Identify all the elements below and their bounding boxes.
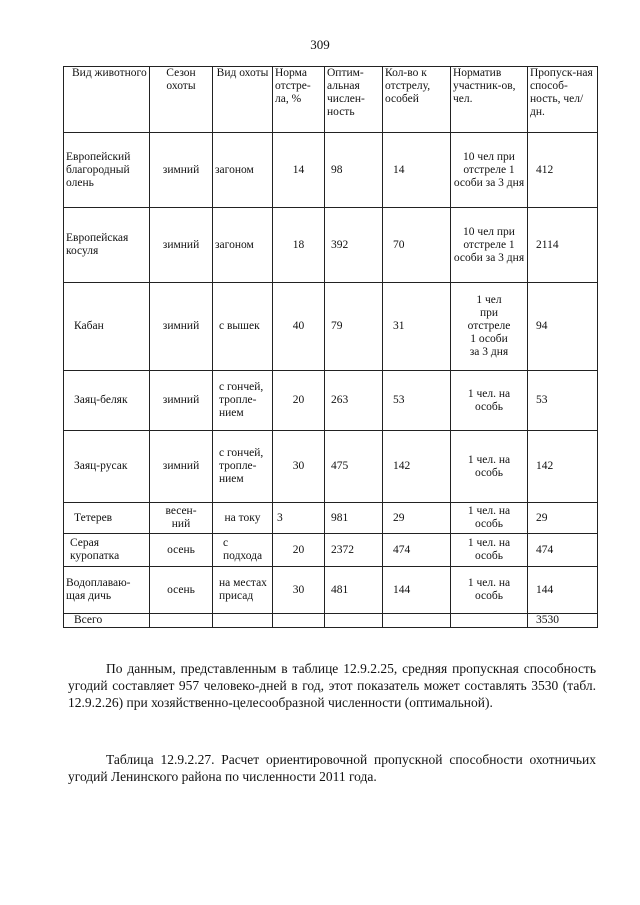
animal-cell: Заяц-русак [64, 431, 150, 503]
table-row [64, 208, 598, 283]
hunting-capacity-table [63, 66, 598, 628]
rate-cell: 14 [273, 133, 325, 208]
cull-count-cell: 474 [383, 534, 451, 567]
participants-cell: 10 чел при отстреле 1 особи за 3 дня [451, 133, 528, 208]
cull-count-cell: 31 [383, 283, 451, 371]
rate-cell: 20 [273, 534, 325, 567]
table-row [64, 534, 598, 567]
animal-cell: Водоплаваю-щая дичь [64, 567, 150, 614]
optimal-count-cell: 263 [325, 371, 383, 431]
table-total-row [64, 614, 598, 628]
season-cell: зимний [150, 133, 213, 208]
animal-cell: Заяц-беляк [64, 371, 150, 431]
column-header: Вид животного [64, 67, 150, 133]
season-cell: зимний [150, 431, 213, 503]
hunt-type-cell: с гончей, тропле-нием [213, 431, 273, 503]
season-cell: осень [150, 534, 213, 567]
hunt-type-cell: на местах присад [213, 567, 273, 614]
optimal-count-cell: 79 [325, 283, 383, 371]
animal-cell: Серая куропатка [64, 534, 150, 567]
cull-count-cell: 70 [383, 208, 451, 283]
capacity-cell: 2114 [528, 208, 598, 283]
season-cell: зимний [150, 208, 213, 283]
capacity-cell: 94 [528, 283, 598, 371]
rate-cell: 40 [273, 283, 325, 371]
table-row [64, 283, 598, 371]
participants-cell: 1 чел. на особь [451, 534, 528, 567]
season-cell: зимний [150, 283, 213, 371]
capacity-cell: 412 [528, 133, 598, 208]
capacity-cell: 142 [528, 431, 598, 503]
animal-cell: Европейский благородный олень [64, 133, 150, 208]
cull-count-cell: 14 [383, 133, 451, 208]
rate-cell: 30 [273, 567, 325, 614]
capacity-cell: 144 [528, 567, 598, 614]
total-value: 3530 [528, 614, 598, 628]
table-row [64, 133, 598, 208]
capacity-cell: 474 [528, 534, 598, 567]
optimal-count-cell: 475 [325, 431, 383, 503]
participants-cell: 10 чел при отстреле 1 особи за 3 дня [451, 208, 528, 283]
capacity-cell: 53 [528, 371, 598, 431]
cull-count-cell: 142 [383, 431, 451, 503]
optimal-count-cell: 481 [325, 567, 383, 614]
optimal-count-cell: 392 [325, 208, 383, 283]
rate-cell: 30 [273, 431, 325, 503]
optimal-count-cell: 981 [325, 503, 383, 534]
season-cell: зимний [150, 371, 213, 431]
table-row [64, 567, 598, 614]
participants-cell: 1 чел. на особь [451, 567, 528, 614]
participants-cell: 1 чел. на особь [451, 431, 528, 503]
body-paragraph: По данным, представленным в таблице 12.9.2.25, средняя пропускная способность угодий составляет 957 человеко-дней в год, этот показатель может составлять 3530 (табл. 12.9.2.26) при хозяйственно-целесообразной численности (оптимальной). [68, 661, 596, 710]
rate-cell: 3 [273, 503, 325, 534]
optimal-count-cell: 98 [325, 133, 383, 208]
hunt-type-cell: загоном [213, 133, 273, 208]
column-header: Норма отстре-ла, % [273, 67, 325, 133]
table-row [64, 371, 598, 431]
rate-cell: 18 [273, 208, 325, 283]
hunt-type-cell: загоном [213, 208, 273, 283]
cull-count-cell: 53 [383, 371, 451, 431]
hunt-type-cell: с подхода [213, 534, 273, 567]
hunt-type-cell: с гончей, тропле-нием [213, 371, 273, 431]
season-cell: осень [150, 567, 213, 614]
column-header: Пропуск-ная способ-ность, чел/дн. [528, 67, 598, 133]
column-header: Сезон охоты [150, 67, 213, 133]
hunt-type-cell: с вышек [213, 283, 273, 371]
table-row [64, 431, 598, 503]
rate-cell: 20 [273, 371, 325, 431]
capacity-cell: 29 [528, 503, 598, 534]
total-label: Всего [64, 614, 150, 628]
table-header-row [64, 67, 598, 133]
participants-cell: 1 чел. на особь [451, 371, 528, 431]
column-header: Норматив участник-ов, чел. [451, 67, 528, 133]
animal-cell: Кабан [64, 283, 150, 371]
animal-cell: Тетерев [64, 503, 150, 534]
hunt-type-cell: на току [213, 503, 273, 534]
table-caption: Таблица 12.9.2.27. Расчет ориентировочной пропускной способности охотничьих угодий Ленинского района по численности 2011 года. [68, 752, 596, 784]
cull-count-cell: 29 [383, 503, 451, 534]
column-header: Вид охоты [213, 67, 273, 133]
column-header: Кол-во к отстрелу, особей [383, 67, 451, 133]
column-header: Оптим-альная числен-ность [325, 67, 383, 133]
participants-cell: 1 чел. на особь [451, 503, 528, 534]
participants-cell: 1 чел при отстреле 1 особи за 3 дня [451, 283, 528, 371]
animal-cell: Европейская косуля [64, 208, 150, 283]
season-cell: весен-ний [150, 503, 213, 534]
table-row [64, 503, 598, 534]
optimal-count-cell: 2372 [325, 534, 383, 567]
cull-count-cell: 144 [383, 567, 451, 614]
page-number: 309 [310, 37, 330, 52]
